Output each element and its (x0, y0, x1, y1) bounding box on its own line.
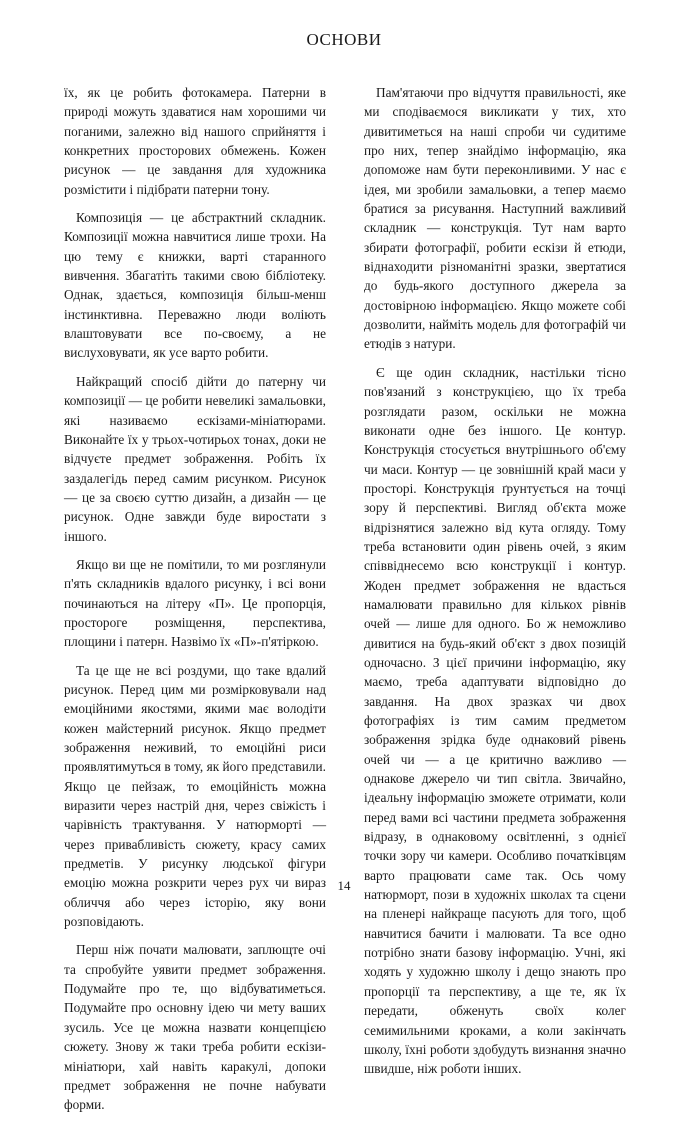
paragraph: Перш ніж почати малювати, заплющте очі та спробуйте уявити предмет зображення. Подумайте про те, що відбуватиметься. Подумайте про основну ідею чи мету ваших зусиль. Усе це можна назвати концепцією сюжету. Знову ж таки треба робити ескізи-мініатюри, хай навіть каракулі, допоки предмет зображення не почне набувати форми. (64, 942, 326, 1113)
right-text-column (364, 83, 626, 1088)
running-title: ОСНОВИ (306, 30, 382, 49)
paragraph: Пам'ятаючи про відчуття правильності, яке ми сподіваємося викликати у тих, хто дивитиметься на наші спроби чи судитиме про них, тепер знайдімо інформацію, яка допоможе нам бути переконливими. У нас є ідея, ми зробили замальовки, а тепер маємо братися за рисування. Наступний важливий складник — конструкція. Тут нам варто збирати фотографії, робити ескізи й етюди, віднаходити різноманітні зразки, звертатися до будь-якого доступного джерела за достовірною інформацією. Якщо можете собі дозволити, найміть модель для фотографій чи етюдів з натури. (364, 85, 626, 352)
paragraph: Є ще один складник, настільки тісно пов'язаний з конструкцією, що їх треба розглядати разом, оскільки не можна виконати одне без іншого. Це контур. Конструкція стосується внутрішнього об'єму чи маси. Контур — це зовнішній край маси у просторі. Конструкція ґрунтується на точці зору й перспективі. Вигляд об'єкта може відрізнятися залежно від кута огляду. Тому треба встановити один рівень очей, з яким співвіднесемо всю конструкції і контур. Жоден предмет зображення не вдасться намалювати правильно для кількох рівнів очей — лише для одного. Бо ж неможливо дивитися на будь-який об'єкт з двох позицій одночасно. З цієї причини інформацію, яку маємо, треба адаптувати відповідно до завдання. На двох зразках чи двох фотографіях із тим самим предметом зображення зрідка буде однаковий рівень очей чи — а це критично важливо — однакове джерело чи тип світла. Звичайно, ідеальну інформацію зможете отримати, коли перед вами всі частини предмета зображення відразу, в однаковому освітленні, з однієї точки зору чи камери. Особливо початківцям варто працювати саме так. Ось чому натюрморт, пози в художніх школах та сцени на пленері найкраще пасують для того, щоб навчитися бачити і малювати. Та все одно потрібно знати базову інформацію. Учні, які ходять у художню школу і дещо знають про пропорції та перспективу, а ще те, як їх передати, обженуть своїх колег семимильними кроками, а коли закінчать школу, їхні роботи здобудуть визнання значно швидше, ніж роботи інших. (364, 364, 626, 1077)
left-text-column (64, 83, 326, 1124)
paragraph: Композиція — це абстрактний складник. Композиції можна навчитися лише трохи. На цю тему є книжки, варті старанного вивчення. Збагатіть такими свою бібліотеку. Однак, здається, композиція більш-менш інстинктивна. Переважно люди воліють влаштовувати все по-своєму, а не вислуховувати, як усе варто робити. (64, 210, 326, 361)
paragraph: їх, як це робить фотокамера. Патерни в природі можуть здаватися нам хорошими чи поганими, залежно від нашого сприйняття і конкретних просторових обмежень. Кожен рисунок — це завдання для художника розмістити і підібрати патерни тону. (64, 85, 326, 197)
paragraph: Якщо ви ще не помітили, то ми розглянули п'ять складників вдалого рисунку, і всі вони починаються на літеру «П». Це пропорція, простороге розміщення, перспектива, площини і патерн. Назвімо їх «П»-п'ятіркою. (64, 556, 326, 650)
page-number: 14 (337, 878, 351, 893)
paragraph: Та це ще не всі роздуми, що таке вдалий рисунок. Перед цим ми розмірковували над емоційними якостями, якими має володіти кожен майстерний рисунок. Якщо предмет зображення неживий, то емоційні риси проявлятимуться в тому, як його представили. Якщо це пейзаж, то емоційність можна виразити через настрій дня, через свіжість і чарівність трактування. У натюрморті — через привабливість сюжету, красу самих предметів. У рисунку людської фігури емоцію можна розкрити через рух чи вираз обличчя або через історію, яку вони розповідають. (64, 662, 326, 930)
paragraph: Найкращий спосіб дійти до патерну чи композиції — це робити невеликі замальовки, які називаємо ескізами-мініатюрами. Виконайте їх у трьох-чотирьох тонах, доки не відчуєте предмет зображення. Робіть їх заздалегідь перед самим рисунком. Рисунок — це за своєю суттю дизайн, а дизайн — це рисунок. Одне завжди буде виростати з іншого. (64, 373, 326, 544)
